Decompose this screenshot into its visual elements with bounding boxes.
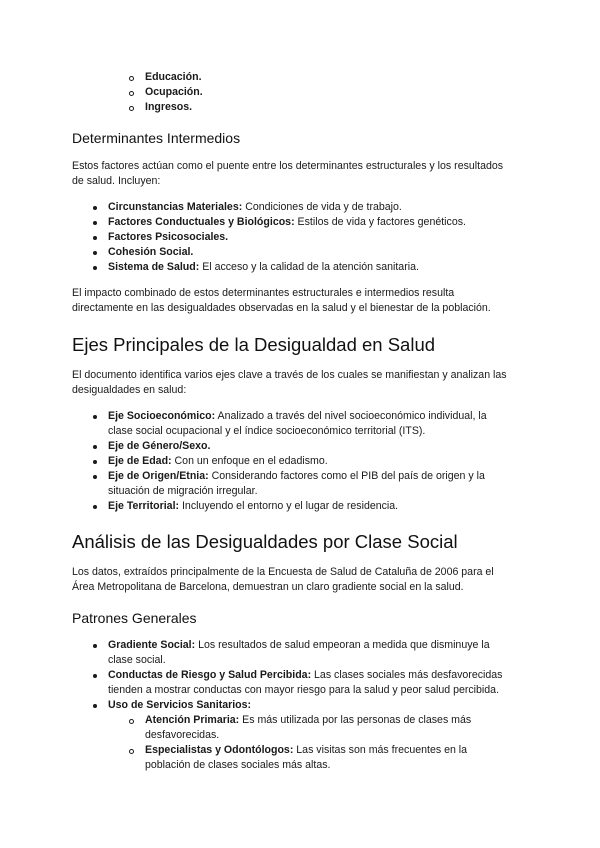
circle-bullet-icon bbox=[129, 719, 134, 724]
sub-list-item: Especialistas y Odontólogos: Las visitas son más frecuentes en la bbox=[145, 744, 468, 756]
list-item: Conductas de Riesgo y Salud Percibida: Las clases sociales más desfavorecidas bbox=[108, 669, 503, 681]
sub-list-item-continuation: población de clases sociales más altas. bbox=[145, 759, 331, 771]
list-item: Gradiente Social: Los resultados de salud empeoran a medida que disminuye la bbox=[108, 639, 490, 651]
paragraph-line: Área Metropolitana de Barcelona, demuestran un claro gradiente social en la salud. bbox=[72, 581, 464, 593]
bullet-icon bbox=[93, 415, 97, 419]
section-heading-analisis: Análisis de las Desigualdades por Clase Social bbox=[72, 531, 458, 552]
bullet-icon bbox=[93, 704, 97, 708]
list-item: Eje de Género/Sexo. bbox=[108, 440, 211, 452]
paragraph-line: El documento identifica varios ejes clave a través de los cuales se manifiestan y analizan las bbox=[72, 369, 507, 381]
section-heading-ejes: Ejes Principales de la Desigualdad en Salud bbox=[72, 334, 436, 355]
bullet-icon bbox=[93, 236, 97, 240]
bullet-icon bbox=[93, 505, 97, 509]
circle-bullet-icon bbox=[129, 76, 134, 81]
list-item-continuation: clase social ocupacional y el índice socioeconómico territorial (ITS). bbox=[108, 425, 426, 437]
list-item: Eje Territorial: Incluyendo el entorno y el lugar de residencia. bbox=[108, 500, 399, 512]
bullet-icon bbox=[93, 251, 97, 255]
paragraph-line: desigualdades en salud: bbox=[72, 384, 187, 396]
sub-list-item: Ocupación. bbox=[145, 86, 203, 98]
paragraph-line: de salud. Incluyen: bbox=[72, 175, 161, 187]
bullet-icon bbox=[93, 460, 97, 464]
list-item-continuation: situación de migración irregular. bbox=[108, 485, 258, 497]
paragraph-line: directamente en las desigualdades observadas en la salud y el bienestar de la población. bbox=[72, 302, 491, 314]
list-item: Factores Conductuales y Biológicos: Estilos de vida y factores genéticos. bbox=[108, 216, 466, 228]
bullet-icon bbox=[93, 266, 97, 270]
bullet-icon bbox=[93, 206, 97, 210]
circle-bullet-icon bbox=[129, 106, 134, 111]
sub-list-item: Educación. bbox=[145, 71, 202, 83]
subsection-heading-patrones: Patrones Generales bbox=[72, 610, 197, 626]
circle-bullet-icon bbox=[129, 91, 134, 96]
circle-bullet-icon bbox=[129, 749, 134, 754]
list-item: Sistema de Salud: El acceso y la calidad de la atención sanitaria. bbox=[108, 261, 419, 273]
bullet-icon bbox=[93, 445, 97, 449]
paragraph-line: Estos factores actúan como el puente entre los determinantes estructurales y los resultados bbox=[72, 160, 504, 172]
list-item: Factores Psicosociales. bbox=[108, 231, 229, 243]
list-item: Eje de Origen/Etnia: Considerando factores como el PIB del país de origen y la bbox=[108, 470, 485, 482]
section-heading-intermedios: Determinantes Intermedios bbox=[72, 130, 241, 146]
list-item: Uso de Servicios Sanitarios: bbox=[108, 699, 252, 711]
bullet-icon bbox=[93, 475, 97, 479]
list-item: Eje de Edad: Con un enfoque en el edadismo. bbox=[108, 455, 328, 467]
bullet-icon bbox=[93, 221, 97, 225]
bullet-icon bbox=[93, 674, 97, 678]
list-item: Eje Socioeconómico: Analizado a través del nivel socioeconómico individual, la bbox=[108, 410, 487, 422]
list-item-continuation: clase social. bbox=[108, 654, 166, 666]
paragraph-line: Los datos, extraídos principalmente de la Encuesta de Salud de Cataluña de 2006 para el bbox=[72, 566, 494, 578]
sub-list-item: Ingresos. bbox=[145, 101, 193, 113]
sub-list-item-continuation: desfavorecidas. bbox=[145, 729, 220, 741]
paragraph-line: El impacto combinado de estos determinantes estructurales e intermedios resulta bbox=[72, 287, 455, 299]
list-item: Cohesión Social. bbox=[108, 246, 194, 258]
list-item: Circunstancias Materiales: Condiciones de vida y de trabajo. bbox=[108, 201, 402, 213]
sub-list-item: Atención Primaria: Es más utilizada por las personas de clases más bbox=[145, 714, 472, 726]
list-item-continuation: tienden a mostrar conductas con mayor riesgo para la salud y peor salud percibida. bbox=[108, 684, 500, 696]
bullet-icon bbox=[93, 644, 97, 648]
